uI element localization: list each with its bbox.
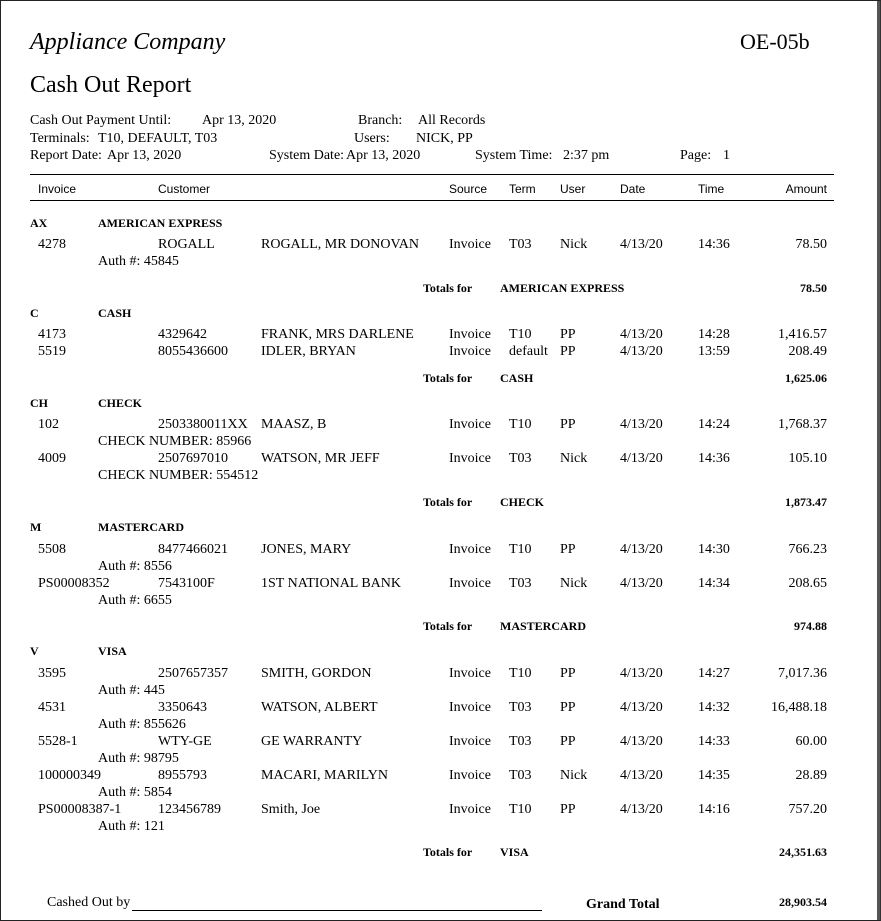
group-totals bbox=[1, 619, 880, 637]
customer-name: JONES, MARY bbox=[261, 542, 352, 557]
col-customer: Customer bbox=[158, 182, 211, 196]
terminals-label: Terminals: bbox=[30, 131, 90, 146]
time: 14:34 bbox=[698, 576, 730, 591]
date: 4/13/20 bbox=[620, 576, 663, 591]
time: 14:36 bbox=[698, 237, 730, 252]
user: Nick bbox=[560, 576, 588, 591]
totals-amount: 1,873.47 bbox=[785, 495, 827, 509]
totals-amount: 24,351.63 bbox=[779, 845, 827, 859]
invoice-number: 5519 bbox=[38, 344, 66, 359]
user: PP bbox=[560, 700, 576, 715]
payment-until-value: Apr 13, 2020 bbox=[202, 113, 277, 128]
amount: 208.65 bbox=[788, 576, 827, 591]
date: 4/13/20 bbox=[620, 327, 663, 342]
users-label: Users: bbox=[354, 131, 390, 146]
group-totals bbox=[1, 495, 880, 513]
time: 14:33 bbox=[698, 734, 730, 749]
time: 14:36 bbox=[698, 451, 730, 466]
auth-number: Auth #: 121 bbox=[98, 819, 165, 834]
group-totals bbox=[1, 281, 880, 299]
account-number: 2507697010 bbox=[158, 451, 228, 466]
auth-number: Auth #: 98795 bbox=[98, 751, 179, 766]
term: T03 bbox=[509, 451, 532, 466]
check-number: CHECK NUMBER: 85966 bbox=[98, 434, 252, 449]
date: 4/13/20 bbox=[620, 417, 663, 432]
auth-number: Auth #: 6655 bbox=[98, 593, 172, 608]
amount: 60.00 bbox=[795, 734, 827, 749]
group-header bbox=[1, 396, 880, 414]
time: 14:16 bbox=[698, 802, 730, 817]
table-row bbox=[1, 576, 880, 594]
col-user: User bbox=[560, 182, 586, 196]
user: PP bbox=[560, 666, 576, 681]
user: PP bbox=[560, 417, 576, 432]
group-totals bbox=[1, 845, 880, 863]
term: default bbox=[509, 344, 548, 359]
page-label: Page: bbox=[680, 148, 712, 163]
source: Invoice bbox=[449, 700, 491, 715]
user: Nick bbox=[560, 451, 588, 466]
group-name: CHECK bbox=[98, 396, 143, 410]
table-row bbox=[1, 802, 880, 820]
auth-number: Auth #: 855626 bbox=[98, 717, 186, 732]
account-number: 2503380011XX bbox=[158, 417, 248, 432]
invoice-number: 4173 bbox=[38, 327, 66, 342]
invoice-number: 5528-1 bbox=[38, 734, 78, 749]
payment-until-label: Cash Out Payment Until: bbox=[30, 113, 172, 128]
group-name: CASH bbox=[98, 306, 132, 320]
group-code: CH bbox=[30, 396, 48, 410]
table-row bbox=[1, 666, 880, 684]
source: Invoice bbox=[449, 802, 491, 817]
customer-name: GE WARRANTY bbox=[261, 734, 363, 749]
time: 13:59 bbox=[698, 344, 730, 359]
totals-amount: 974.88 bbox=[794, 619, 827, 633]
amount: 28.89 bbox=[795, 768, 827, 783]
group-header bbox=[1, 644, 880, 662]
table-row bbox=[1, 700, 880, 718]
user: Nick bbox=[560, 768, 588, 783]
invoice-number: PS00008352 bbox=[38, 576, 110, 591]
account-number: 123456789 bbox=[158, 802, 221, 817]
user: PP bbox=[560, 734, 576, 749]
row-subline bbox=[1, 717, 880, 735]
row-subline bbox=[1, 683, 880, 701]
user: PP bbox=[560, 344, 576, 359]
form-id: OE-05b bbox=[740, 29, 810, 54]
term: T10 bbox=[509, 542, 532, 557]
account-number: 8955793 bbox=[158, 768, 207, 783]
user: PP bbox=[560, 802, 576, 817]
term: T03 bbox=[509, 768, 532, 783]
group-header bbox=[1, 216, 880, 234]
table-row bbox=[1, 417, 880, 435]
amount: 757.20 bbox=[788, 802, 827, 817]
check-number: CHECK NUMBER: 554512 bbox=[98, 468, 259, 483]
account-number: 2507657357 bbox=[158, 666, 228, 681]
totals-label: Totals for bbox=[423, 371, 473, 385]
system-time-value: 2:37 pm bbox=[563, 148, 610, 163]
date: 4/13/20 bbox=[620, 451, 663, 466]
user: PP bbox=[560, 542, 576, 557]
date: 4/13/20 bbox=[620, 237, 663, 252]
date: 4/13/20 bbox=[620, 802, 663, 817]
amount: 766.23 bbox=[788, 542, 827, 557]
row-subline bbox=[1, 751, 880, 769]
group-name: VISA bbox=[98, 644, 127, 658]
source: Invoice bbox=[449, 237, 491, 252]
user: PP bbox=[560, 327, 576, 342]
group-header bbox=[1, 520, 880, 538]
invoice-number: 4531 bbox=[38, 700, 66, 715]
customer-name: IDLER, BRYAN bbox=[261, 344, 356, 359]
date: 4/13/20 bbox=[620, 700, 663, 715]
time: 14:32 bbox=[698, 700, 730, 715]
customer-name: WATSON, MR JEFF bbox=[261, 451, 380, 466]
customer-name: SMITH, GORDON bbox=[261, 666, 372, 681]
source: Invoice bbox=[449, 542, 491, 557]
account-number: 3350643 bbox=[158, 700, 207, 715]
totals-name: MASTERCARD bbox=[500, 619, 587, 633]
totals-label: Totals for bbox=[423, 619, 473, 633]
row-subline bbox=[1, 785, 880, 803]
customer-name: FRANK, MRS DARLENE bbox=[261, 327, 414, 342]
row-subline bbox=[1, 434, 880, 452]
term: T03 bbox=[509, 576, 532, 591]
totals-name: CHECK bbox=[500, 495, 545, 509]
totals-name: VISA bbox=[500, 845, 529, 859]
system-date-value: Apr 13, 2020 bbox=[346, 148, 421, 163]
auth-number: Auth #: 445 bbox=[98, 683, 165, 698]
group-totals bbox=[1, 371, 880, 389]
totals-amount: 78.50 bbox=[800, 281, 827, 295]
account-number: WTY-GE bbox=[158, 734, 212, 749]
group-name: AMERICAN EXPRESS bbox=[98, 216, 223, 230]
date: 4/13/20 bbox=[620, 666, 663, 681]
group-code: V bbox=[30, 644, 39, 658]
invoice-number: PS00008387-1 bbox=[38, 802, 122, 817]
table-row bbox=[1, 734, 880, 752]
customer-name: WATSON, ALBERT bbox=[261, 700, 378, 715]
auth-number: Auth #: 45845 bbox=[98, 254, 179, 269]
row-subline bbox=[1, 593, 880, 611]
source: Invoice bbox=[449, 666, 491, 681]
amount: 78.50 bbox=[795, 237, 827, 252]
table-row bbox=[1, 344, 880, 362]
source: Invoice bbox=[449, 327, 491, 342]
date: 4/13/20 bbox=[620, 344, 663, 359]
page-value: 1 bbox=[723, 148, 730, 163]
totals-label: Totals for bbox=[423, 495, 473, 509]
account-number: 7543100F bbox=[158, 576, 215, 591]
system-time-label: System Time: bbox=[475, 148, 553, 163]
row-subline bbox=[1, 819, 880, 837]
company-name: Appliance Company bbox=[30, 29, 226, 55]
table-row bbox=[1, 542, 880, 560]
row-subline bbox=[1, 254, 880, 272]
time: 14:24 bbox=[698, 417, 730, 432]
terminals-value: T10, DEFAULT, T03 bbox=[98, 131, 218, 146]
amount: 1,768.37 bbox=[778, 417, 827, 432]
date: 4/13/20 bbox=[620, 542, 663, 557]
row-subline bbox=[1, 559, 880, 577]
amount: 208.49 bbox=[788, 344, 827, 359]
col-time: Time bbox=[698, 182, 725, 196]
totals-name: AMERICAN EXPRESS bbox=[500, 281, 625, 295]
row-subline bbox=[1, 468, 880, 486]
group-code: M bbox=[30, 520, 42, 534]
col-amount: Amount bbox=[785, 182, 827, 196]
date: 4/13/20 bbox=[620, 734, 663, 749]
amount: 105.10 bbox=[788, 451, 827, 466]
source: Invoice bbox=[449, 576, 491, 591]
grand-total-amount: 28,903.54 bbox=[779, 895, 827, 909]
invoice-number: 102 bbox=[38, 417, 59, 432]
signature-line bbox=[132, 910, 542, 911]
totals-label: Totals for bbox=[423, 845, 473, 859]
source: Invoice bbox=[449, 734, 491, 749]
customer-name: MACARI, MARILYN bbox=[261, 768, 388, 783]
user: Nick bbox=[560, 237, 588, 252]
table-row bbox=[1, 768, 880, 786]
totals-amount: 1,625.06 bbox=[785, 371, 827, 385]
account-number: 4329642 bbox=[158, 327, 207, 342]
totals-name: CASH bbox=[500, 371, 534, 385]
customer-name: 1ST NATIONAL BANK bbox=[261, 576, 401, 591]
users-value: NICK, PP bbox=[416, 131, 473, 146]
date: 4/13/20 bbox=[620, 768, 663, 783]
group-header bbox=[1, 306, 880, 324]
table-row bbox=[1, 237, 880, 255]
amount: 7,017.36 bbox=[778, 666, 827, 681]
customer-name: Smith, Joe bbox=[261, 802, 321, 817]
amount: 1,416.57 bbox=[778, 327, 827, 342]
source: Invoice bbox=[449, 768, 491, 783]
report-date-value: Apr 13, 2020 bbox=[107, 148, 182, 163]
invoice-number: 3595 bbox=[38, 666, 66, 681]
term: T10 bbox=[509, 802, 532, 817]
invoice-number: 4278 bbox=[38, 237, 66, 252]
source: Invoice bbox=[449, 344, 491, 359]
term: T03 bbox=[509, 734, 532, 749]
invoice-number: 4009 bbox=[38, 451, 66, 466]
report-date-label: Report Date: bbox=[30, 148, 102, 163]
source: Invoice bbox=[449, 451, 491, 466]
col-invoice: Invoice bbox=[38, 182, 77, 196]
totals-label: Totals for bbox=[423, 281, 473, 295]
customer-name: ROGALL, MR DONOVAN bbox=[261, 237, 420, 252]
auth-number: Auth #: 5854 bbox=[98, 785, 172, 800]
system-date-label: System Date: bbox=[269, 148, 345, 163]
col-source: Source bbox=[449, 182, 488, 196]
table-row bbox=[1, 327, 880, 345]
account-number: 8055436600 bbox=[158, 344, 228, 359]
cashed-out-by-label: Cashed Out by bbox=[47, 895, 131, 910]
term: T10 bbox=[509, 666, 532, 681]
term: T10 bbox=[509, 417, 532, 432]
invoice-number: 5508 bbox=[38, 542, 66, 557]
report-title: Cash Out Report bbox=[30, 72, 192, 98]
group-name: MASTERCARD bbox=[98, 520, 185, 534]
invoice-number: 100000349 bbox=[38, 768, 101, 783]
branch-label: Branch: bbox=[358, 113, 403, 128]
time: 14:27 bbox=[698, 666, 730, 681]
customer-name: MAASZ, B bbox=[261, 417, 327, 432]
source: Invoice bbox=[449, 417, 491, 432]
col-date: Date bbox=[620, 182, 646, 196]
auth-number: Auth #: 8556 bbox=[98, 559, 172, 574]
group-code: AX bbox=[30, 216, 48, 230]
amount: 16,488.18 bbox=[771, 700, 827, 715]
table-row bbox=[1, 451, 880, 469]
branch-value: All Records bbox=[418, 113, 486, 128]
term: T03 bbox=[509, 237, 532, 252]
account-number: 8477466021 bbox=[158, 542, 228, 557]
time: 14:28 bbox=[698, 327, 730, 342]
term: T10 bbox=[509, 327, 532, 342]
group-code: C bbox=[30, 306, 39, 320]
grand-total-label: Grand Total bbox=[586, 897, 660, 912]
account-number: ROGALL bbox=[158, 237, 215, 252]
time: 14:35 bbox=[698, 768, 730, 783]
col-term: Term bbox=[509, 182, 536, 196]
header-rule-top bbox=[30, 174, 834, 175]
term: T03 bbox=[509, 700, 532, 715]
time: 14:30 bbox=[698, 542, 730, 557]
header-rule-bottom bbox=[30, 200, 834, 201]
